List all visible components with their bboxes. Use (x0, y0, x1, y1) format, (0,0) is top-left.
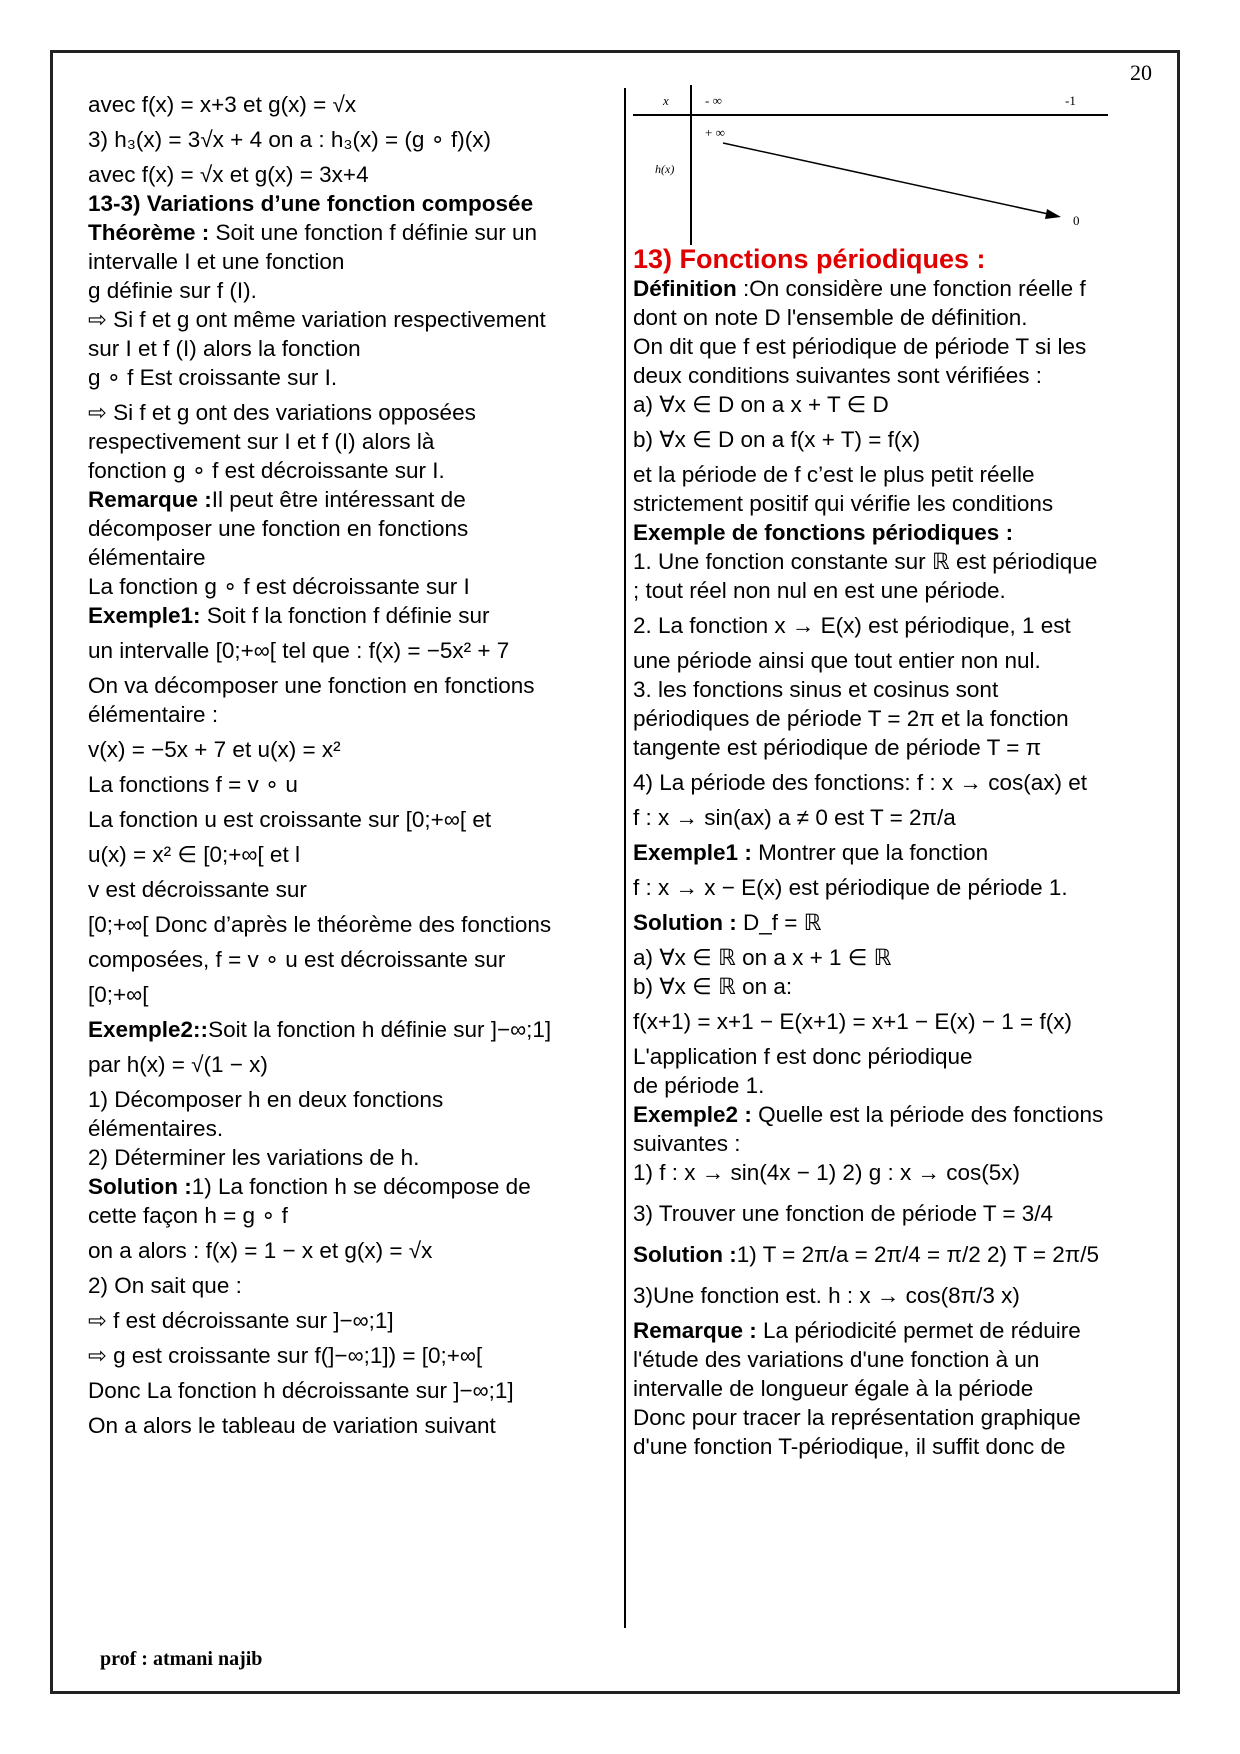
left-line: un intervalle [0;+∞[ tel que : f(x) = −5x² + 7 (88, 638, 510, 663)
theorem-line: Théorème : Soit une fonction f définie sur un (88, 220, 537, 245)
keyword-label: Exemple1 : (633, 840, 752, 865)
left-line: ⇨ Si f et g ont des variations opposées (88, 400, 476, 425)
left-line: On a alors le tableau de variation suivant (88, 1413, 496, 1438)
right-line: a) ∀x ∈ D on a x + T ∈ D (633, 392, 889, 417)
left-line: ⇨ Si f et g ont même variation respectivement (88, 307, 546, 332)
left-line: [0;+∞[ (88, 982, 149, 1007)
right-line: a) ∀x ∈ ℝ on a x + 1 ∈ ℝ (633, 945, 892, 970)
left-line: par h(x) = √(1 − x) (88, 1052, 268, 1077)
right-line: tangente est périodique de période T = π (633, 735, 1042, 760)
solution-line: Solution : D_f = ℝ (633, 910, 822, 935)
decreasing-arrow (723, 143, 1053, 215)
left-line: 2) On sait que : (88, 1273, 242, 1298)
x-end: -1 (1065, 93, 1076, 108)
right-line: 3. les fonctions sinus et cosinus sont (633, 677, 999, 702)
right-line: f : x → sin(ax) a ≠ 0 est T = 2π/a (633, 805, 956, 830)
keyword-label: Remarque : (88, 487, 212, 512)
definition-line: Définition :On considère une fonction réelle f (633, 276, 1086, 301)
variation-table (633, 85, 1113, 245)
right-line: de période 1. (633, 1073, 765, 1098)
right-line: f(x+1) = x+1 − E(x+1) = x+1 − E(x) − 1 = f(x) (633, 1009, 1072, 1034)
left-line: avec f(x) = x+3 et g(x) = √x (88, 92, 357, 117)
left-line: g définie sur f (I). (88, 278, 257, 303)
left-line: On va décomposer une fonction en fonctions (88, 673, 535, 698)
right-line: b) ∀x ∈ D on a f(x + T) = f(x) (633, 427, 921, 452)
example-line: Exemple2::Soit la fonction h définie sur ]−∞;1] (88, 1017, 552, 1042)
right-line: deux conditions suivantes sont vérifiées : (633, 363, 1042, 388)
keyword-label: Exemple2 : (633, 1102, 752, 1127)
right-line: On dit que f est périodique de période T si les (633, 334, 1087, 359)
right-line: 2. La fonction x → E(x) est périodique, 1 est (633, 613, 1071, 638)
left-line: 2) Déterminer les variations de h. (88, 1145, 420, 1170)
keyword-label: Solution : (633, 910, 737, 935)
left-line: sur I et f (I) alors la fonction (88, 336, 361, 361)
keyword-label: Exemple2:: (88, 1017, 209, 1042)
left-line: 1) Décomposer h en deux fonctions (88, 1087, 444, 1112)
left-line: ⇨ f est décroissante sur ]−∞;1] (88, 1308, 394, 1333)
right-line: d'une fonction T-périodique, il suffit donc de (633, 1434, 1066, 1459)
example-line: Exemple1: Soit f la fonction f définie sur (88, 603, 490, 628)
page-number: 20 (1130, 60, 1152, 85)
left-line: respectivement sur I et f (I) alors là (88, 429, 435, 454)
keyword-label: Remarque : (633, 1318, 757, 1343)
left-line: La fonction g ∘ f est décroissante sur I (88, 574, 470, 599)
right-line: 1) f : x → sin(4x − 1) 2) g : x → cos(5x) (633, 1160, 1020, 1185)
right-line: dont on note D l'ensemble de définition. (633, 305, 1028, 330)
left-line: v(x) = −5x + 7 et u(x) = x² (88, 737, 341, 762)
left-line: 3) h₃(x) = 3√x + 4 on a : h₃(x) = (g ∘ f)(x) (88, 127, 492, 152)
left-line: u(x) = x² ∈ [0;+∞[ et l (88, 842, 300, 867)
left-line: on a alors : f(x) = 1 − x et g(x) = √x (88, 1238, 433, 1263)
right-line: 3) Trouver une fonction de période T = 3/4 (633, 1201, 1054, 1226)
left-line: [0;+∞[ Donc d’après le théorème des fonctions (88, 912, 552, 937)
example-line: Exemple2 : Quelle est la période des fonctions (633, 1102, 1104, 1127)
left-line: avec f(x) = √x et g(x) = 3x+4 (88, 162, 369, 187)
bottom-value: 0 (1073, 213, 1080, 228)
right-line: et la période de f c’est le plus petit réelle (633, 462, 1035, 487)
right-line: Donc pour tracer la représentation graphique (633, 1405, 1081, 1430)
right-line: l'étude des variations d'une fonction à un (633, 1347, 1040, 1372)
left-line: élémentaire : (88, 702, 219, 727)
arrow-head (1045, 209, 1061, 219)
right-line: ; tout réel non nul en est une période. (633, 578, 1006, 603)
section-title: 13) Fonctions périodiques : (633, 244, 986, 274)
keyword-label: Solution : (633, 1242, 737, 1267)
right-column (633, 245, 1163, 1461)
author-footer: prof : atmani najib (100, 1648, 263, 1670)
left-line: ⇨ g est croissante sur f(]−∞;1]) = [0;+∞[ (88, 1343, 483, 1368)
top-value: + ∞ (705, 125, 725, 140)
left-line: élémentaires. (88, 1116, 224, 1141)
keyword-label: Théorème : (88, 220, 210, 245)
left-line: La fonctions f = v ∘ u (88, 772, 298, 797)
h-label: h(x) (655, 162, 675, 176)
left-line: intervalle I et une fonction (88, 249, 345, 274)
left-line: La fonction u est croissante sur [0;+∞[ et (88, 807, 492, 832)
right-line: une période ainsi que tout entier non nul. (633, 648, 1041, 673)
column-divider (624, 88, 626, 1628)
left-line: cette façon h = g ∘ f (88, 1203, 288, 1228)
subheading: Exemple de fonctions périodiques : (633, 520, 1014, 545)
keyword-label: Définition (633, 276, 737, 301)
right-line: b) ∀x ∈ ℝ on a: (633, 974, 793, 999)
right-line: 3)Une fonction est. h : x → cos(8π/3 x) (633, 1283, 1020, 1308)
remark-line: Remarque : La périodicité permet de réduire (633, 1318, 1081, 1343)
right-line: L'application f est donc périodique (633, 1044, 973, 1069)
left-column (88, 90, 618, 1440)
example-line: Exemple1 : Montrer que la fonction (633, 840, 989, 865)
keyword-label: Solution : (88, 1174, 192, 1199)
keyword-label: Exemple1: (88, 603, 201, 628)
right-line: périodiques de période T = 2π et la fonction (633, 706, 1069, 731)
solution-line: Solution :1) T = 2π/a = 2π/4 = π/2 2) T = 2π/5 (633, 1242, 1100, 1267)
remark-line: Remarque :Il peut être intéressant de (88, 487, 466, 512)
left-line: décomposer une fonction en fonctions (88, 516, 469, 541)
left-line: élémentaire (88, 545, 206, 570)
left-line: g ∘ f Est croissante sur I. (88, 365, 338, 390)
right-line: strictement positif qui vérifie les conditions (633, 491, 1054, 516)
x-label: x (663, 93, 669, 108)
left-line: v est décroissante sur (88, 877, 307, 902)
left-line: Donc La fonction h décroissante sur ]−∞;1] (88, 1378, 514, 1403)
solution-line: Solution :1) La fonction h se décompose de (88, 1174, 531, 1199)
right-line: 4) La période des fonctions: f : x → cos(ax) et (633, 770, 1087, 795)
left-line: fonction g ∘ f est décroissante sur I. (88, 458, 445, 483)
right-line: suivantes : (633, 1131, 741, 1156)
right-line: f : x → x − E(x) est périodique de période 1. (633, 875, 1068, 900)
x-start: - ∞ (705, 93, 722, 108)
left-line: composées, f = v ∘ u est décroissante sur (88, 947, 506, 972)
right-line: intervalle de longueur égale à la période (633, 1376, 1034, 1401)
right-line: 1. Une fonction constante sur ℝ est périodique (633, 549, 1098, 574)
section-heading: 13-3) Variations d’une fonction composée (88, 191, 534, 216)
